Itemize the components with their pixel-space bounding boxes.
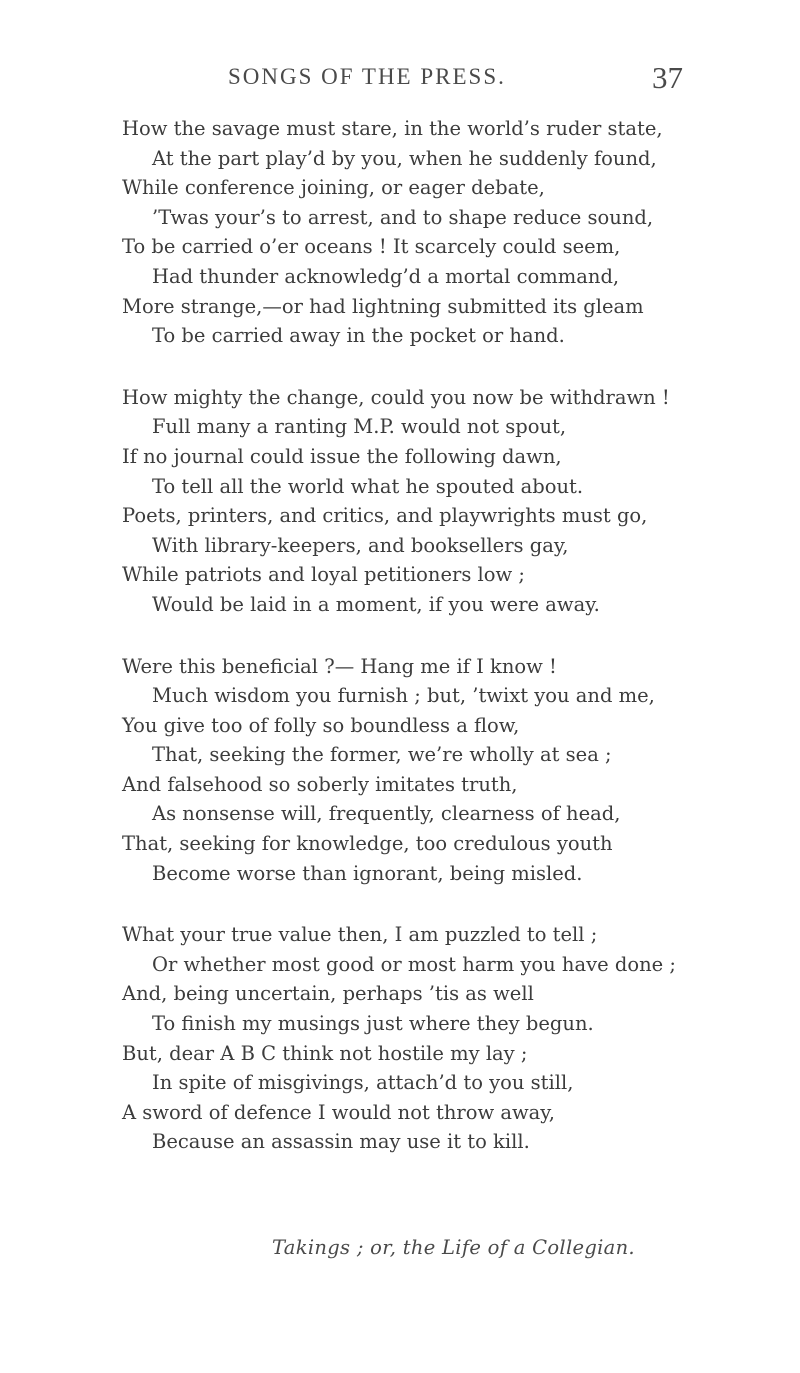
- poem-line: Become worse than ignorant, being misled.: [152, 861, 583, 885]
- poem-line: ’Twas your’s to arrest, and to shape reduce sound,: [152, 205, 654, 229]
- stanza-4: [0, 920, 800, 1157]
- poem-line: With library-keepers, and booksellers gay,: [152, 533, 569, 557]
- poem-line: At the part play’d by you, when he suddenly found,: [152, 146, 657, 170]
- poem-line: Full many a ranting M.P. would not spout,: [152, 415, 567, 439]
- stanza-2: [0, 383, 800, 620]
- poem-line: Would be laid in a moment, if you were away.: [152, 592, 600, 616]
- running-title: SONGS OF THE PRESS.: [228, 64, 506, 89]
- poem-line: How mighty the change, could you now be withdrawn !: [122, 385, 670, 409]
- poem-line: You give too of folly so boundless a flow,: [122, 713, 520, 737]
- poem-line: Were this beneficial ?— Hang me if I know !: [122, 654, 557, 678]
- poem-line: Had thunder acknowledg’d a mortal command,: [152, 264, 620, 288]
- poem-line: To be carried away in the pocket or hand.: [152, 324, 565, 348]
- stanza-1: [0, 114, 800, 351]
- page-header: [0, 62, 800, 102]
- poem-line: And falsehood so soberly imitates truth,: [122, 772, 518, 796]
- poem-line: Much wisdom you furnish ; but, ’twixt you and me,: [152, 684, 655, 708]
- poem-line: While patriots and loyal petitioners low ;: [122, 563, 525, 587]
- stanza-3: [0, 652, 800, 889]
- poem-line: And, being uncertain, perhaps ’tis as well: [122, 982, 534, 1006]
- poem-line: Because an assassin may use it to kill.: [152, 1130, 530, 1154]
- poem-line: If no journal could issue the following dawn,: [122, 444, 562, 468]
- page-number: 37: [652, 60, 683, 95]
- poem-line: In spite of misgivings, attach’d to you still,: [152, 1071, 574, 1095]
- poem-line: How the savage must stare, in the world’s ruder state,: [122, 117, 663, 140]
- poem-line: As nonsense will, frequently, clearness of head,: [152, 802, 621, 826]
- poem-line: To finish my musings just where they begun.: [152, 1012, 594, 1036]
- poem-line: A sword of defence I would not throw away,: [122, 1100, 555, 1124]
- poem-line: That, seeking the former, we’re wholly at sea ;: [152, 743, 612, 767]
- poem-line: To be carried o’er oceans ! It scarcely could seem,: [122, 235, 621, 259]
- poem-line: Poets, printers, and critics, and playwrights must go,: [122, 504, 648, 528]
- poem-line: Or whether most good or most harm you have done ;: [152, 952, 676, 976]
- poem: [0, 114, 800, 1157]
- poem-line: To tell all the world what he spouted about.: [152, 474, 584, 498]
- poem-line: But, dear A B C think not hostile my lay ;: [122, 1041, 528, 1065]
- poem-line: What your true value then, I am puzzled to tell ;: [122, 923, 598, 947]
- poem-line: While conference joining, or eager debate,: [122, 176, 545, 200]
- poem-line: More strange,—or had lightning submitted its gleam: [122, 294, 644, 318]
- attribution: Takings ; or, the Life of a Collegian.: [272, 1236, 635, 1259]
- poem-line: That, seeking for knowledge, too credulous youth: [122, 832, 613, 856]
